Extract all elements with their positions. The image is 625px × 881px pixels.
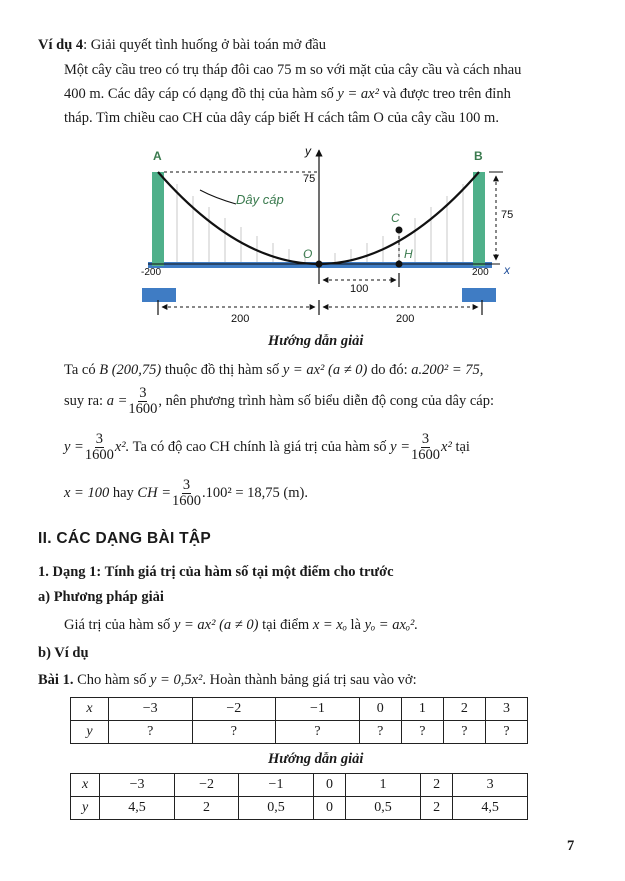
table-cell: −1: [276, 698, 360, 721]
label-C: C: [391, 211, 400, 225]
method-b: tại điểm: [262, 617, 310, 633]
sol-l2-lhs: a =: [106, 393, 128, 410]
method-point: x = xₒ: [312, 617, 347, 633]
table-cell: 2: [420, 774, 452, 797]
fraction-a-den: 1600: [128, 401, 158, 418]
label-cable: Dây cáp: [236, 192, 284, 207]
table-cell: 2: [443, 698, 485, 721]
table-cell: −2: [192, 698, 276, 721]
section-2-heading: II. CÁC DẠNG BÀI TẬP: [38, 530, 212, 547]
table-row: [71, 774, 528, 797]
exercise-1-label: Bài 1.: [38, 672, 74, 688]
label-x: x: [504, 263, 510, 277]
sol-l3-x2: x².: [114, 439, 130, 456]
fraction-c: [411, 432, 440, 463]
exercise-1: [38, 672, 417, 689]
method-a: Giá trị của hàm số: [64, 617, 171, 633]
table-row: [71, 698, 528, 721]
label-100: 100: [350, 283, 369, 295]
label-B: B: [474, 149, 483, 163]
label-O: O: [303, 247, 313, 261]
method-text: [64, 617, 418, 634]
table-cell: 0,5: [346, 797, 421, 820]
sol-l3-b: Ta có độ cao CH chính là giá trị của hàm số: [132, 439, 387, 456]
exercise-1-func: y = 0,5x²: [149, 672, 203, 688]
table-cell: 0: [313, 774, 345, 797]
fraction-b-num: 3: [95, 431, 103, 447]
guide-heading-2: Hướng dẫn giải: [268, 751, 364, 767]
cable-pointer: [200, 190, 236, 204]
example-heading: b) Ví dụ: [38, 645, 89, 661]
sol-l1-b: thuộc đồ thị hàm số: [164, 362, 280, 378]
table-cell: 2: [420, 797, 452, 820]
guide-heading-1: Hướng dẫn giải: [268, 333, 364, 349]
table-row: [71, 721, 528, 744]
table-cell: x: [71, 774, 100, 797]
table-cell: ?: [108, 721, 192, 744]
hanger-cables: [177, 184, 463, 264]
sol-l3-c: tại: [455, 439, 470, 456]
sol-l2-b: , nên phương trình hàm số biểu diễn độ cong của dây cáp:: [158, 393, 495, 410]
solution-line-2: [64, 386, 494, 417]
exercise-1-b: . Hoàn thành bảng giá trị sau vào vở:: [202, 672, 417, 688]
table-cell: ?: [192, 721, 276, 744]
table-cell: 1: [401, 698, 443, 721]
method-c: là: [350, 617, 361, 633]
exercise-1-a: Cho hàm số: [77, 672, 147, 688]
table-cell: 3: [485, 698, 527, 721]
table-cell: ?: [359, 721, 401, 744]
method-func: y = ax² (a ≠ 0): [173, 617, 259, 633]
left-tower: [152, 172, 164, 266]
point-O: [316, 261, 323, 268]
solution-line-3: [64, 432, 470, 463]
problem-line-2-a: 400 m. Các dây cáp có dạng đồ thị của hàm số: [64, 86, 334, 102]
fraction-b-den: 1600: [84, 447, 114, 464]
page-number: 7: [567, 838, 575, 854]
table-cell: 1: [346, 774, 421, 797]
table-cell: ?: [276, 721, 360, 744]
sol-l3-lhs2: y =: [390, 439, 411, 456]
example-4-label: Ví dụ 4: [38, 37, 84, 53]
table-cell: 4,5: [453, 797, 528, 820]
label-y: y: [305, 144, 311, 158]
table-cell: ?: [443, 721, 485, 744]
problem-line-3: tháp. Tìm chiều cao CH của dây cáp biết H cách tâm O của cây cầu 100 m.: [64, 110, 499, 126]
label-75-top: 75: [303, 173, 316, 185]
fraction-d: [172, 478, 201, 509]
table-cell: 4,5: [100, 797, 175, 820]
sol-l4-result: .100² = 18,75 (m).: [201, 485, 308, 502]
table-cell: −3: [108, 698, 192, 721]
fraction-d-num: 3: [182, 477, 191, 493]
fraction-c-den: 1600: [411, 447, 441, 464]
table-cell: 0,5: [239, 797, 314, 820]
problem-line-2-b: và được treo trên đỉnh: [382, 86, 511, 102]
label-H: H: [404, 247, 413, 261]
solution-line-4: [64, 478, 308, 509]
type-1-heading: 1. Dạng 1: Tính giá trị của hàm số tại một điểm cho trước: [38, 564, 394, 580]
table-cell: ?: [485, 721, 527, 744]
method-value: yₒ = axₒ².: [364, 617, 419, 633]
table-row: [71, 797, 528, 820]
label-200-axis: 200: [472, 267, 489, 278]
sol-l4-lhs: CH =: [137, 485, 171, 502]
sol-l1-eq: a.200² = 75,: [411, 362, 484, 378]
solution-line-1: [64, 362, 483, 379]
example-4-title-text: : Giải quyết tình huống ở bài toán mở đầu: [83, 37, 327, 53]
fraction-b: [85, 432, 114, 463]
right-tower: [473, 172, 485, 266]
sol-l1-c: do đó:: [371, 362, 408, 378]
sol-l2-a: suy ra:: [64, 393, 104, 410]
table-cell: 0: [313, 797, 345, 820]
table-cell: ?: [401, 721, 443, 744]
value-table-answer: [70, 773, 528, 820]
table-cell: 2: [174, 797, 238, 820]
right-pier-base: [462, 288, 496, 302]
fraction-c-num: 3: [421, 431, 430, 447]
value-table-question: [70, 697, 528, 744]
fraction-d-den: 1600: [171, 493, 201, 510]
point-H: [396, 261, 403, 268]
table-cell: −2: [174, 774, 238, 797]
table-cell: −3: [100, 774, 175, 797]
table-cell: y: [71, 721, 109, 744]
label-75-right: 75: [501, 209, 514, 221]
sol-l4-b: hay: [112, 485, 134, 502]
label-A: A: [153, 149, 162, 163]
sol-l3-x2b: x²: [441, 439, 452, 456]
problem-line-1: Một cây cầu treo có trụ tháp đôi cao 75 m so với mặt của cây cầu và cách nhau: [64, 62, 522, 78]
label-neg200: -200: [141, 267, 162, 278]
table-cell: 0: [359, 698, 401, 721]
method-heading: a) Phương pháp giải: [38, 589, 164, 605]
left-pier-base: [142, 288, 176, 302]
table-cell: 3: [453, 774, 528, 797]
label-200-right: 200: [396, 313, 415, 325]
sol-l1-func: y = ax² (a ≠ 0): [282, 362, 368, 378]
point-C: [396, 227, 403, 234]
fraction-a: [128, 386, 157, 417]
table-cell: y: [71, 797, 100, 820]
problem-formula: y = ax²: [337, 86, 379, 102]
label-200-left: 200: [231, 313, 250, 325]
table-cell: −1: [239, 774, 314, 797]
sol-l3-lhs: y =: [64, 439, 84, 456]
sol-l4-x: x = 100: [64, 485, 110, 502]
sol-l1-a: Ta có: [64, 362, 96, 378]
table-cell: x: [71, 698, 109, 721]
fraction-a-num: 3: [139, 385, 147, 401]
sol-l1-point: B (200,75): [99, 362, 162, 378]
